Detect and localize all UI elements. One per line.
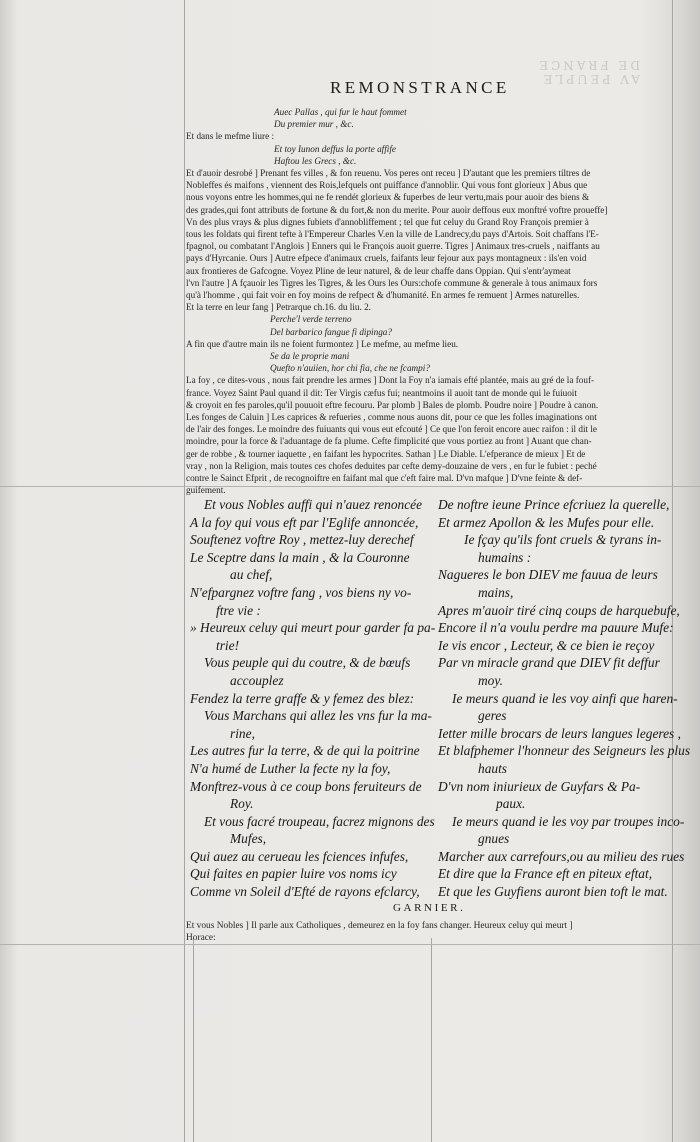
page-margin-rule (0, 944, 700, 945)
commentary-line: moindre, pour la force & l'aduantage de fa plume. Cefte fimplicité que vous portiez au front ] Auant que chan- (186, 436, 592, 447)
verse-line: gnues (478, 831, 510, 847)
commentary-line: fpagnol, ou combatant l'Anglois ] Enners qui le François auoit guerre. Tigres ] Animaux tres-cruels , naiffants au (186, 241, 600, 252)
verse-line: trie! (216, 637, 240, 653)
commentary-line: france. Voyez Saint Paul quand il dit: Ter Virgis cæfus fui; neantmoins il auoit tant de monde qui le fuiuoit (186, 387, 577, 398)
verse-line: Et vous facré troupeau, facrez mignons des (204, 813, 435, 829)
verse-line: Ie fçay qu'ils font cruels & tyrans in- (464, 532, 662, 548)
verse-line: Nagueres le bon DIEV me fauua de leurs (438, 567, 658, 583)
verse-line: Ie meurs quand ie les voy par troupes inco- (452, 813, 685, 829)
commentary-line: Perche'l verde terreno (270, 314, 352, 325)
commentary-line: Vn des plus vrays & plus dignes fubiets d'annobliffement ; tel que fut celuy du Grand Roy François premier à (186, 216, 589, 227)
verse-line: Les autres fur la terre, & de qui la poitrine (190, 743, 420, 759)
page-margin-rule (431, 938, 432, 1142)
footnote-line: Et vous Nobles ] Il parle aux Catholiques , demeurez en la foy fans changer. Heureux celuy qui meurt ] (186, 921, 573, 931)
verse-line: » Heureux celuy qui meurt pour garder fa pa- (190, 620, 436, 636)
footnote-line: Horace: (186, 933, 216, 943)
page-margin-rule (193, 938, 194, 1142)
verse-line: D'vn nom iniurieux de Guyfars & Pa- (438, 778, 641, 794)
commentary-line: Quefto n'auiien, hor chi fia, che ne fcampi? (270, 363, 430, 374)
verse-line: Comme vn Soleil d'Efté de rayons efclarcy, (190, 884, 420, 900)
commentary-line: nous voyons entre les hommes,qui ne fe rendét glorieux & fuperbes de leur vertu,mais pour auoir des biens & (186, 192, 590, 203)
footnote-block (186, 920, 666, 944)
poem-column-right (438, 496, 691, 901)
verse-line: Par vn miracle grand que DIEV fit deffur (438, 655, 660, 671)
verse-line: au chef, (230, 567, 273, 583)
verse-line: N'a humé de Luther la fecte ny la foy, (190, 760, 391, 776)
commentary-line: A fin que d'autre main ils ne foient furmontez ] Le mefme, au mefme lieu. (186, 338, 459, 349)
commentary-line: aux frontieres de Gafcogne. Voyez Pline de leur naturel, & de leur chaffe dans Oppian. Qui s'entr'aymeat (186, 265, 571, 276)
commentary-line: pays d'Hyrcanie. Ours ] Autre efpece d'animaux cruels, faifants leur fejour aux pays montagneux : ils'en void (186, 253, 587, 264)
commentary-line: Del barbarico fangue fi dipinga? (270, 326, 392, 337)
verse-line: paux. (496, 796, 526, 812)
verse-line: Qui auez au cerueau les fciences infufes, (190, 848, 409, 864)
verse-line: N'efpargnez voftre fang , vos biens ny vo- (190, 584, 412, 600)
commentary-line: La foy , ce dites-vous , nous fait prendre les armes ] Dont la Foy n'a iamais efté plantée, mais au gré de la fouf- (186, 375, 595, 386)
commentary-line: Haftou les Grecs , &c. (274, 155, 357, 166)
commentary-line: des grades,qui font attributs de fortune & du fort,& non du merite. Pour auoir deffous eux monftré voftre proueffe] (186, 204, 608, 215)
poem-column-left (190, 496, 436, 901)
verse-line: Et blafphemer l'honneur des Seigneurs les plus (438, 743, 691, 759)
verse-line: Encore il n'a voulu perdre ma pauure Mufe: (438, 620, 674, 636)
commentary-line: Auec Pallas , qui fur le haut fommet (274, 107, 407, 117)
verse-line: Vous Marchans qui allez les vns fur la ma- (204, 708, 432, 724)
commentary-line: ger de robbe , & tourner iaquette , en faifant les hypocrites. Sathan ] Le Diable. L'efperance de mieux ] Et de (186, 448, 586, 459)
page-margin-rule (184, 0, 185, 1142)
verse-line: Monftrez-vous à ce coup bons feruiteurs de (190, 778, 422, 794)
verse-line: Mufes, (230, 831, 267, 847)
commentary-line: Du premier mur , &c. (274, 119, 354, 130)
verse-line: Ie meurs quand ie les voy ainfi que haren- (452, 690, 678, 706)
commentary-line: Et toy Iunon deffus la porte affife (274, 143, 396, 154)
verse-line: Fendez la terre graffe & y femez des blez: (190, 690, 415, 706)
verse-line: mains, (478, 584, 514, 600)
verse-line: Et armez Apollon & les Mufes pour elle. (438, 514, 655, 530)
running-title: REMONSTRANCE (330, 78, 510, 97)
commentary-line: Se da le proprie mani (270, 351, 350, 362)
verse-line: De noftre ieune Prince efcriuez la querelle, (438, 497, 670, 512)
verse-line: Vous peuple qui du coutre, & de bœufs (204, 655, 411, 671)
commentary-line: l'vn l'autre ] A fçauoir les Tigres les Tigres, & les Ours les Ours:chofe commune & generale à tous animaux fors (186, 277, 598, 288)
verse-line: Apres m'auoir tiré cinq coups de harquebufe, (438, 602, 680, 618)
verse-line: accouplez (230, 672, 284, 688)
verse-line: moy. (478, 672, 503, 688)
commentary-line: guifement. (186, 485, 226, 496)
commentary-line: Nobleffes és maifons , viennent des Rois,lefquels ont puiffance d'annoblir. Qui vous font glorieux ] Abus que (186, 180, 588, 191)
verse-line: Roy. (230, 796, 254, 812)
verse-line: Et vous Nobles auffi qui n'auez renoncée (204, 497, 423, 512)
verse-line: Le Sceptre dans la main , & la Couronne (190, 549, 410, 565)
commentary-line: Les fonges de Caluin ] Les caprices & refueries , comme nous auons dit, pour ce que les folles imaginations ont (186, 412, 597, 423)
commentary-line: & croyoit en fes paroles,qu'il pouuoit eftre fecouru. Par plomb ] Bales de plomb. Poudre noire ] Poudre à canon. (186, 399, 599, 410)
commentary-block (186, 106, 666, 497)
verse-line: A la foy qui vous eft par l'Eglife annoncée, (190, 514, 419, 530)
verse-line: ftre vie : (216, 602, 261, 618)
bleed-through-text: AV PEUPLE DE FRANCE (536, 58, 640, 86)
verse-line: rine, (230, 725, 255, 741)
verse-line: humains : (478, 549, 532, 565)
commentary-line: de l'air des fonges. Le moindre des fuiuants qui vous eut efcouté ] Ce que l'on feroit encore auec raifon : il dit le (186, 424, 597, 435)
commentary-line: Et dans le mefme liure : (186, 131, 275, 142)
commentary-line: qu'à l'homme , qui fait voir en foy moins de refpect & d'humanité. En armes fe remuent ] Armes naturelles. (186, 290, 580, 301)
verse-line: Qui faites en papier luire vos noms icy (190, 866, 397, 882)
verse-line: Ie vis encor , Lecteur, & ce bien ie reçoy (438, 637, 655, 653)
commentary-line: Et d'auoir desrobé ] Prenant fes villes , & fon reuenu. Vos peres ont receu ] D'autant que les premiers tiltres de (186, 168, 591, 179)
commentary-line: vray , non la Religion, mais toutes ces chofes deduites par cefte demy-douzaine de vers , en fur le fubiet : peché (186, 460, 597, 471)
verse-line: geres (478, 708, 507, 724)
verse-line: Marcher aux carrefours,ou au milieu des rues (438, 848, 685, 864)
commentary-line: contre le Sainct Efprit , de recognoiftre en faifant mal que c'eft faire mal. D'vn mafque ] D'vne feinte & def- (186, 473, 583, 484)
verse-line: Et que les Guyfiens auront bien toft le mat. (438, 884, 668, 900)
verse-line: Ietter mille brocars de leurs langues legeres , (438, 725, 681, 741)
verse-line: hauts (478, 760, 508, 776)
commentary-line: tous les foldats qui firent tefte à l'Empereur Charles V.en la ville de Landrecy,du pays d'Artois. Soit chaffans l'E- (186, 229, 599, 240)
verse-line: Souftenez voftre Roy , mettez-luy derechef (190, 532, 414, 548)
author-signature: GARNIER. (393, 902, 466, 914)
verse-line: Et dire que la France eft en piteux eftat, (438, 866, 653, 882)
commentary-line: Et la terre en leur fang ] Petrarque ch.16. du liu. 2. (186, 302, 371, 313)
